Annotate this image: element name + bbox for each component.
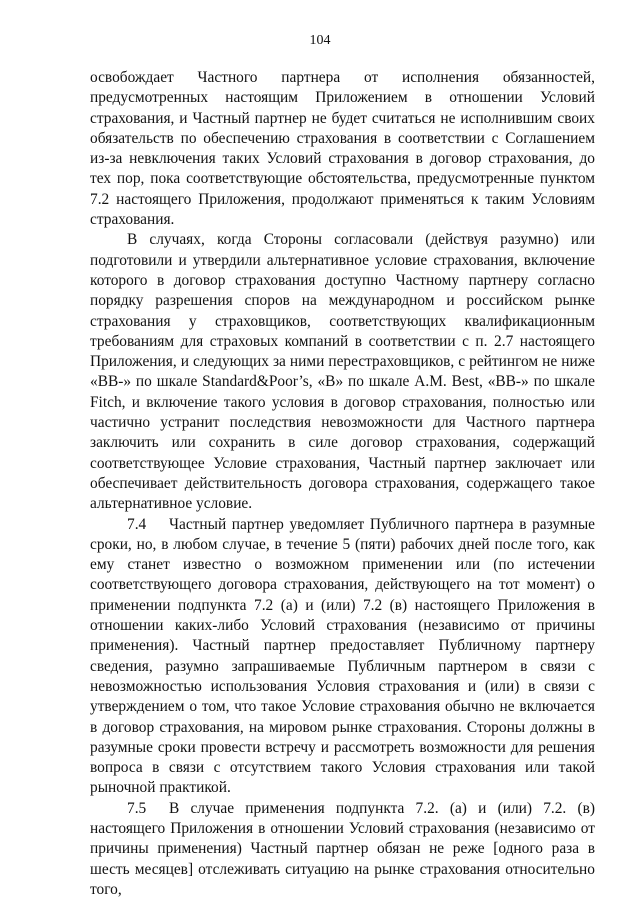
paragraph-text: В случаях, когда Стороны согласовали (действуя разумно) или подготовили и утвердили альтернативное условие страхования, включение которого в договор страхования доступно Частному партнеру согласно порядку разрешения споров на международном и российском рынке страхования у страховщиков, соответствующих квалификационным требованиям для страховых компаний в соответствии с п. 2.7 настоящего Приложения, и следующих за ними перестраховщиков, с рейтингом не ниже «BB-» по шкале Standard&Poor’s, «B» по шкале A.M. Best, «BB-» по шкале Fitch, и включение такого условия в договор страхования, полностью или частично устранит последствия невозможности для Частного партнера заключить или сохранить в силе договор страхования, содержащий соответствующее Условие страхования, Частный партнер заключает или обеспечивает действительность договора страхования, содержащего такое альтернативное условие. bbox=[90, 231, 595, 513]
paragraph-7-4 bbox=[90, 515, 595, 799]
page-number: 104 bbox=[309, 33, 331, 48]
paragraph-text: В случае применения подпункта 7.2. (а) и (или) 7.2. (в) настоящего Приложения в отношении Условий страхования (независимо от причины применения) Частный партнер обязан не реже [одного раза в шесть месяцев] отслеживать ситуацию на рынке страхования относительно того, bbox=[90, 799, 595, 898]
paragraph-text: освобождает Частного партнера от исполнения обязанностей, предусмотренных настоящим Приложением в отношении Условий страхования, и Частный партнер не будет считаться не исполнившим своих обязательств по обеспечению страхования в соответствии с Соглашением из-за невключения таких Условий страхования в договор страхования, до тех пор, пока соответствующие обстоятельства, предусмотренные пунктом 7.2 настоящего Приложения, продолжают применяться к таким Условиям страхования. bbox=[90, 69, 595, 229]
clause-number: 7.5 bbox=[127, 799, 147, 817]
paragraph-continuation bbox=[90, 68, 595, 230]
paragraph-text: Частный партнер уведомляет Публичного партнера в разумные сроки, но, в любом случае, в течение 5 (пяти) рабочих дней после того, как ему станет известно о возможном применении или (по истечении соответствующего договора страхования, действующего на тот момент) о применении подпункта 7.2 (а) и (или) 7.2 (в) настоящего Приложения в отношении каких-либо Условий страхования (независимо от причины применения). Частный партнер предоставляет Публичному партнеру сведения, разумно запрашиваемые Публичным партнером в связи с невозможностью использования Условия страхования и (или) в связи с утверждением о том, что такое Условие страхования обычно не включается в договор страхования, на мировом рынке страхования. Стороны должны в разумные сроки провести встречу и рассмотреть возможности для решения вопроса в связи с отсутствием такого Условия страхования или такой рыночной практикой. bbox=[90, 515, 595, 797]
paragraph-7-5 bbox=[90, 799, 595, 900]
paragraph-alternative-condition bbox=[90, 230, 595, 514]
clause-number: 7.4 bbox=[127, 515, 147, 533]
document-body bbox=[90, 68, 595, 900]
